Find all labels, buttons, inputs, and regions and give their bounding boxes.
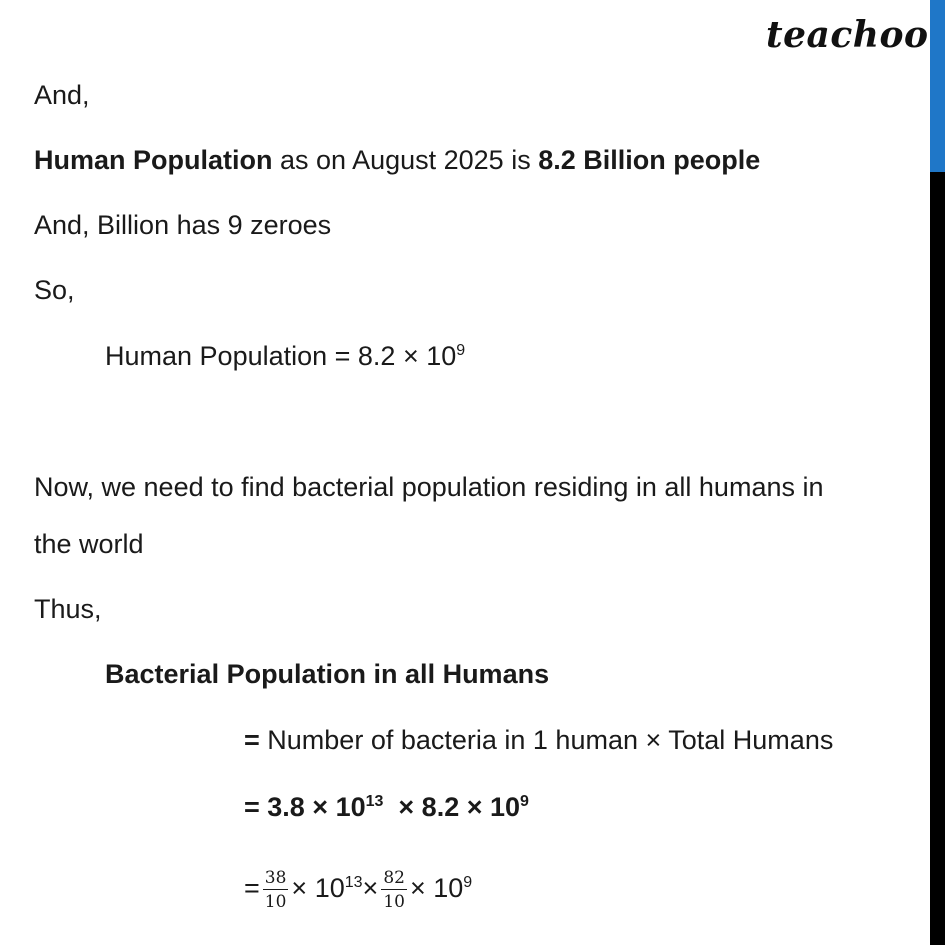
eq2-exponent-13: 13: [365, 793, 384, 810]
eq3-times-ten-end: × 10: [409, 873, 464, 904]
eq3-times: ×: [362, 873, 379, 904]
eq3-exponent-13: 13: [344, 874, 363, 892]
line-equation-1: [244, 723, 833, 757]
line-equation-3: [244, 868, 472, 912]
eq2-part-a: = 3.8 × 10: [244, 792, 366, 822]
line-human-population: [34, 143, 760, 177]
line-thus: Thus,: [34, 594, 102, 624]
sidebar-accent: [930, 0, 945, 172]
eq2-part-b: × 8.2 × 10: [383, 792, 521, 822]
line-now-1: Now, we need to find bacterial population residing in all humans in: [34, 472, 824, 502]
eq3-equals: =: [244, 873, 260, 904]
eq1-text: Number of bacteria in 1 human × Total Humans: [259, 725, 834, 755]
line-equation-2: [244, 790, 529, 824]
human-population-bold: Human Population: [34, 145, 273, 175]
eq3-exponent-9: 9: [463, 874, 473, 892]
fraction-82-10: [381, 868, 407, 912]
fraction-38-10: [263, 868, 289, 912]
population-middle-text: as on August 2025 is: [272, 145, 539, 175]
eq2-exponent-9: 9: [520, 793, 529, 810]
line-so: So,: [34, 275, 75, 305]
eq1-equals: =: [244, 725, 260, 755]
fraction-denominator: 10: [264, 892, 287, 912]
line-human-population-formula: [105, 339, 465, 373]
population-value-bold: 8.2 Billion people: [538, 145, 761, 175]
fraction-numerator: 38: [264, 868, 287, 888]
line-now-2: the world: [34, 529, 144, 559]
line-and: And,: [34, 80, 90, 110]
fraction-numerator: 82: [383, 868, 405, 888]
teachoo-logo: teachoo: [766, 14, 929, 56]
eq3-times-ten: × 10: [291, 873, 345, 904]
right-sidebar-bar: [930, 0, 945, 945]
bacterial-population-heading: Bacterial Population in all Humans: [105, 659, 550, 689]
hp-formula-text: Human Population = 8.2 × 10: [105, 341, 457, 371]
line-billion-zeroes: And, Billion has 9 zeroes: [34, 210, 332, 240]
hp-exponent: 9: [456, 342, 466, 359]
fraction-denominator: 10: [383, 892, 405, 912]
